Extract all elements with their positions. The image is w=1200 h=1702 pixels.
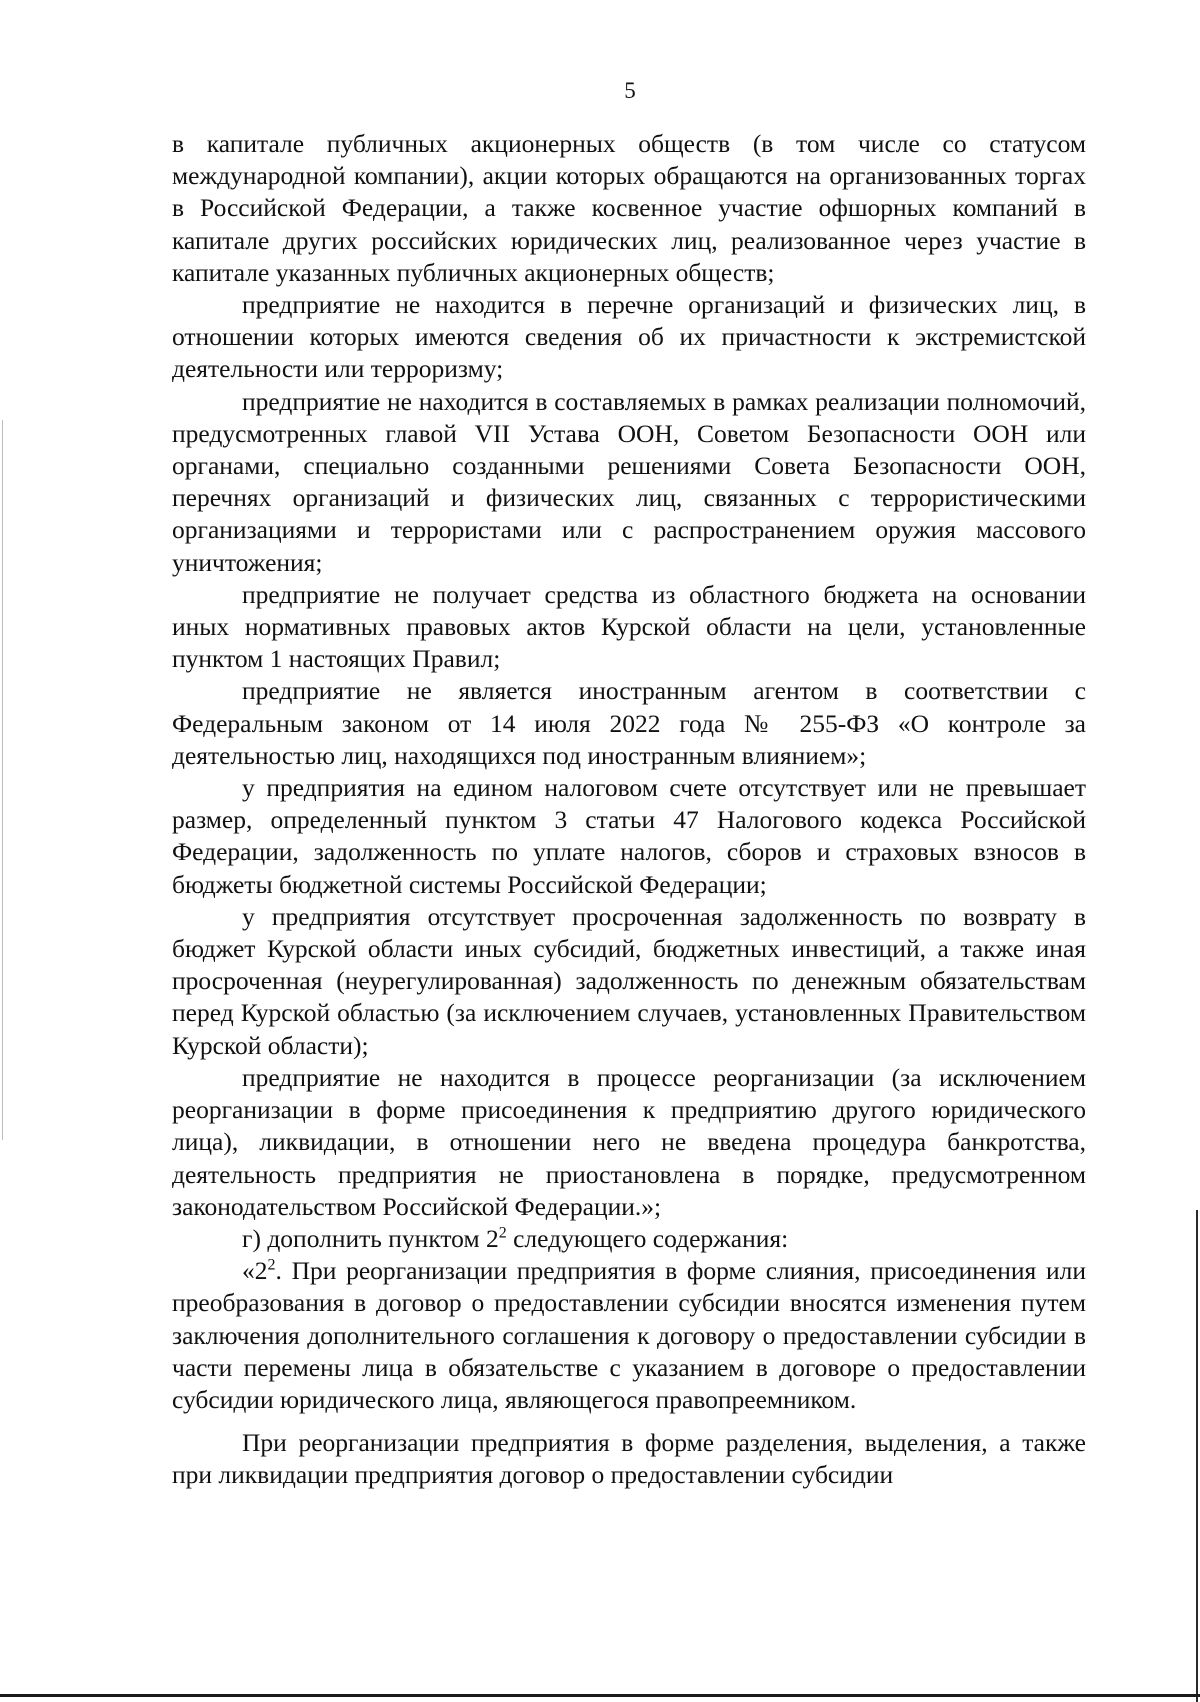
paragraph-overdue-debt: у предприятия отсутствует просроченная задолженность по возврату в бюджет Курской области иных субсидий, бюджетных инвестиций, а также иная просроченная (неурегулированная) задолженность по денежным обязательствам перед Курской областью (за исключением случаев, установленных Правительством Курской области); (172, 901, 1086, 1060)
paragraph-foreign-agent: предприятие не является иностранным агентом в соответствии с Федеральным законом от 14 июля 2022 года № 255-ФЗ «О контроле за деятельностью лиц, находящихся под иностранным влиянием»; (172, 676, 1086, 770)
scan-left-edge (2, 420, 3, 1140)
paragraph-continuation: в капитале публичных акционерных обществ (в том числе со статусом международной компании), акции которых обращаются на организованных торгах в Российской Федерации, а также косвенное участие офшорных компаний в капитале других российских юридических лиц, реализованное через участие в капитале указанных публичных акционерных обществ; (172, 129, 1086, 287)
paragraph-reorganization: предприятие не находится в процессе реорганизации (за исключением реорганизации в форме присоединения к предприятию другого юридического лица), ликвидации, в отношении него не введена процедура банкротства, деятельность предприятия не приостановлена в порядке, предусмотренном законодательством Российской Федерации.»; (172, 1062, 1086, 1221)
scan-right-edge (1196, 1210, 1198, 1702)
scan-bottom-edge (0, 1694, 1200, 1697)
document-body (172, 128, 1086, 1492)
item-g-superscript: 2 (498, 1224, 507, 1242)
paragraph-final: При реорганизации предприятия в форме разделения, выделения, а также при ликвидации предприятия договор о предоставлении субсидии (172, 1428, 1086, 1490)
clause-2-2-number: «2 (242, 1256, 268, 1286)
paragraph-item-g (172, 1223, 1086, 1255)
paragraph-un-sanctions-list: предприятие не находится в составляемых в рамках реализации полномочий, предусмотренных главой VII Устава ООН, Советом Безопасности ООН или органами, специально созданными решениями Совета Безопасности ООН, перечнях организаций и физических лиц, связанных с террористическими организациями и террористами или с распространением оружия массового уничтожения; (172, 386, 1086, 577)
clause-2-2-text: . При реорганизации предприятия в форме слияния, присоединения или преобразования в договор о предоставлении субсидии вносятся изменения путем заключения дополнительного соглашения к договору о предоставлении субсидии в части перемены лица в обязательстве с указанием в договоре о предоставлении субсидии юридического лица, являющегося правопреемником. (172, 1256, 1086, 1414)
item-g-text-end: следующего содержания: (506, 1223, 789, 1253)
clause-2-2-superscript: 2 (267, 1256, 276, 1274)
paragraph-tax-debt: у предприятия на едином налоговом счете отсутствует или не превышает размер, определенный пунктом 3 статьи 47 Налогового кодекса Российской Федерации, задолженность по уплате налогов, сборов и страховых взносов в бюджеты бюджетной системы Российской Федерации; (172, 773, 1086, 899)
item-g-text: г) дополнить пунктом 2 (242, 1223, 499, 1253)
paragraph-no-other-funds: предприятие не получает средства из областного бюджета на основании иных нормативных правовых актов Курской области на цели, установленные пунктом 1 настоящих Правил; (172, 579, 1086, 674)
paragraph-clause-2-2 (172, 1255, 1086, 1416)
page-number: 5 (624, 78, 636, 103)
paragraph-extremism-list: предприятие не находится в перечне организаций и физических лиц, в отношении которых имеются сведения об их причастности к экстремистской деятельности или терроризму; (172, 290, 1086, 384)
